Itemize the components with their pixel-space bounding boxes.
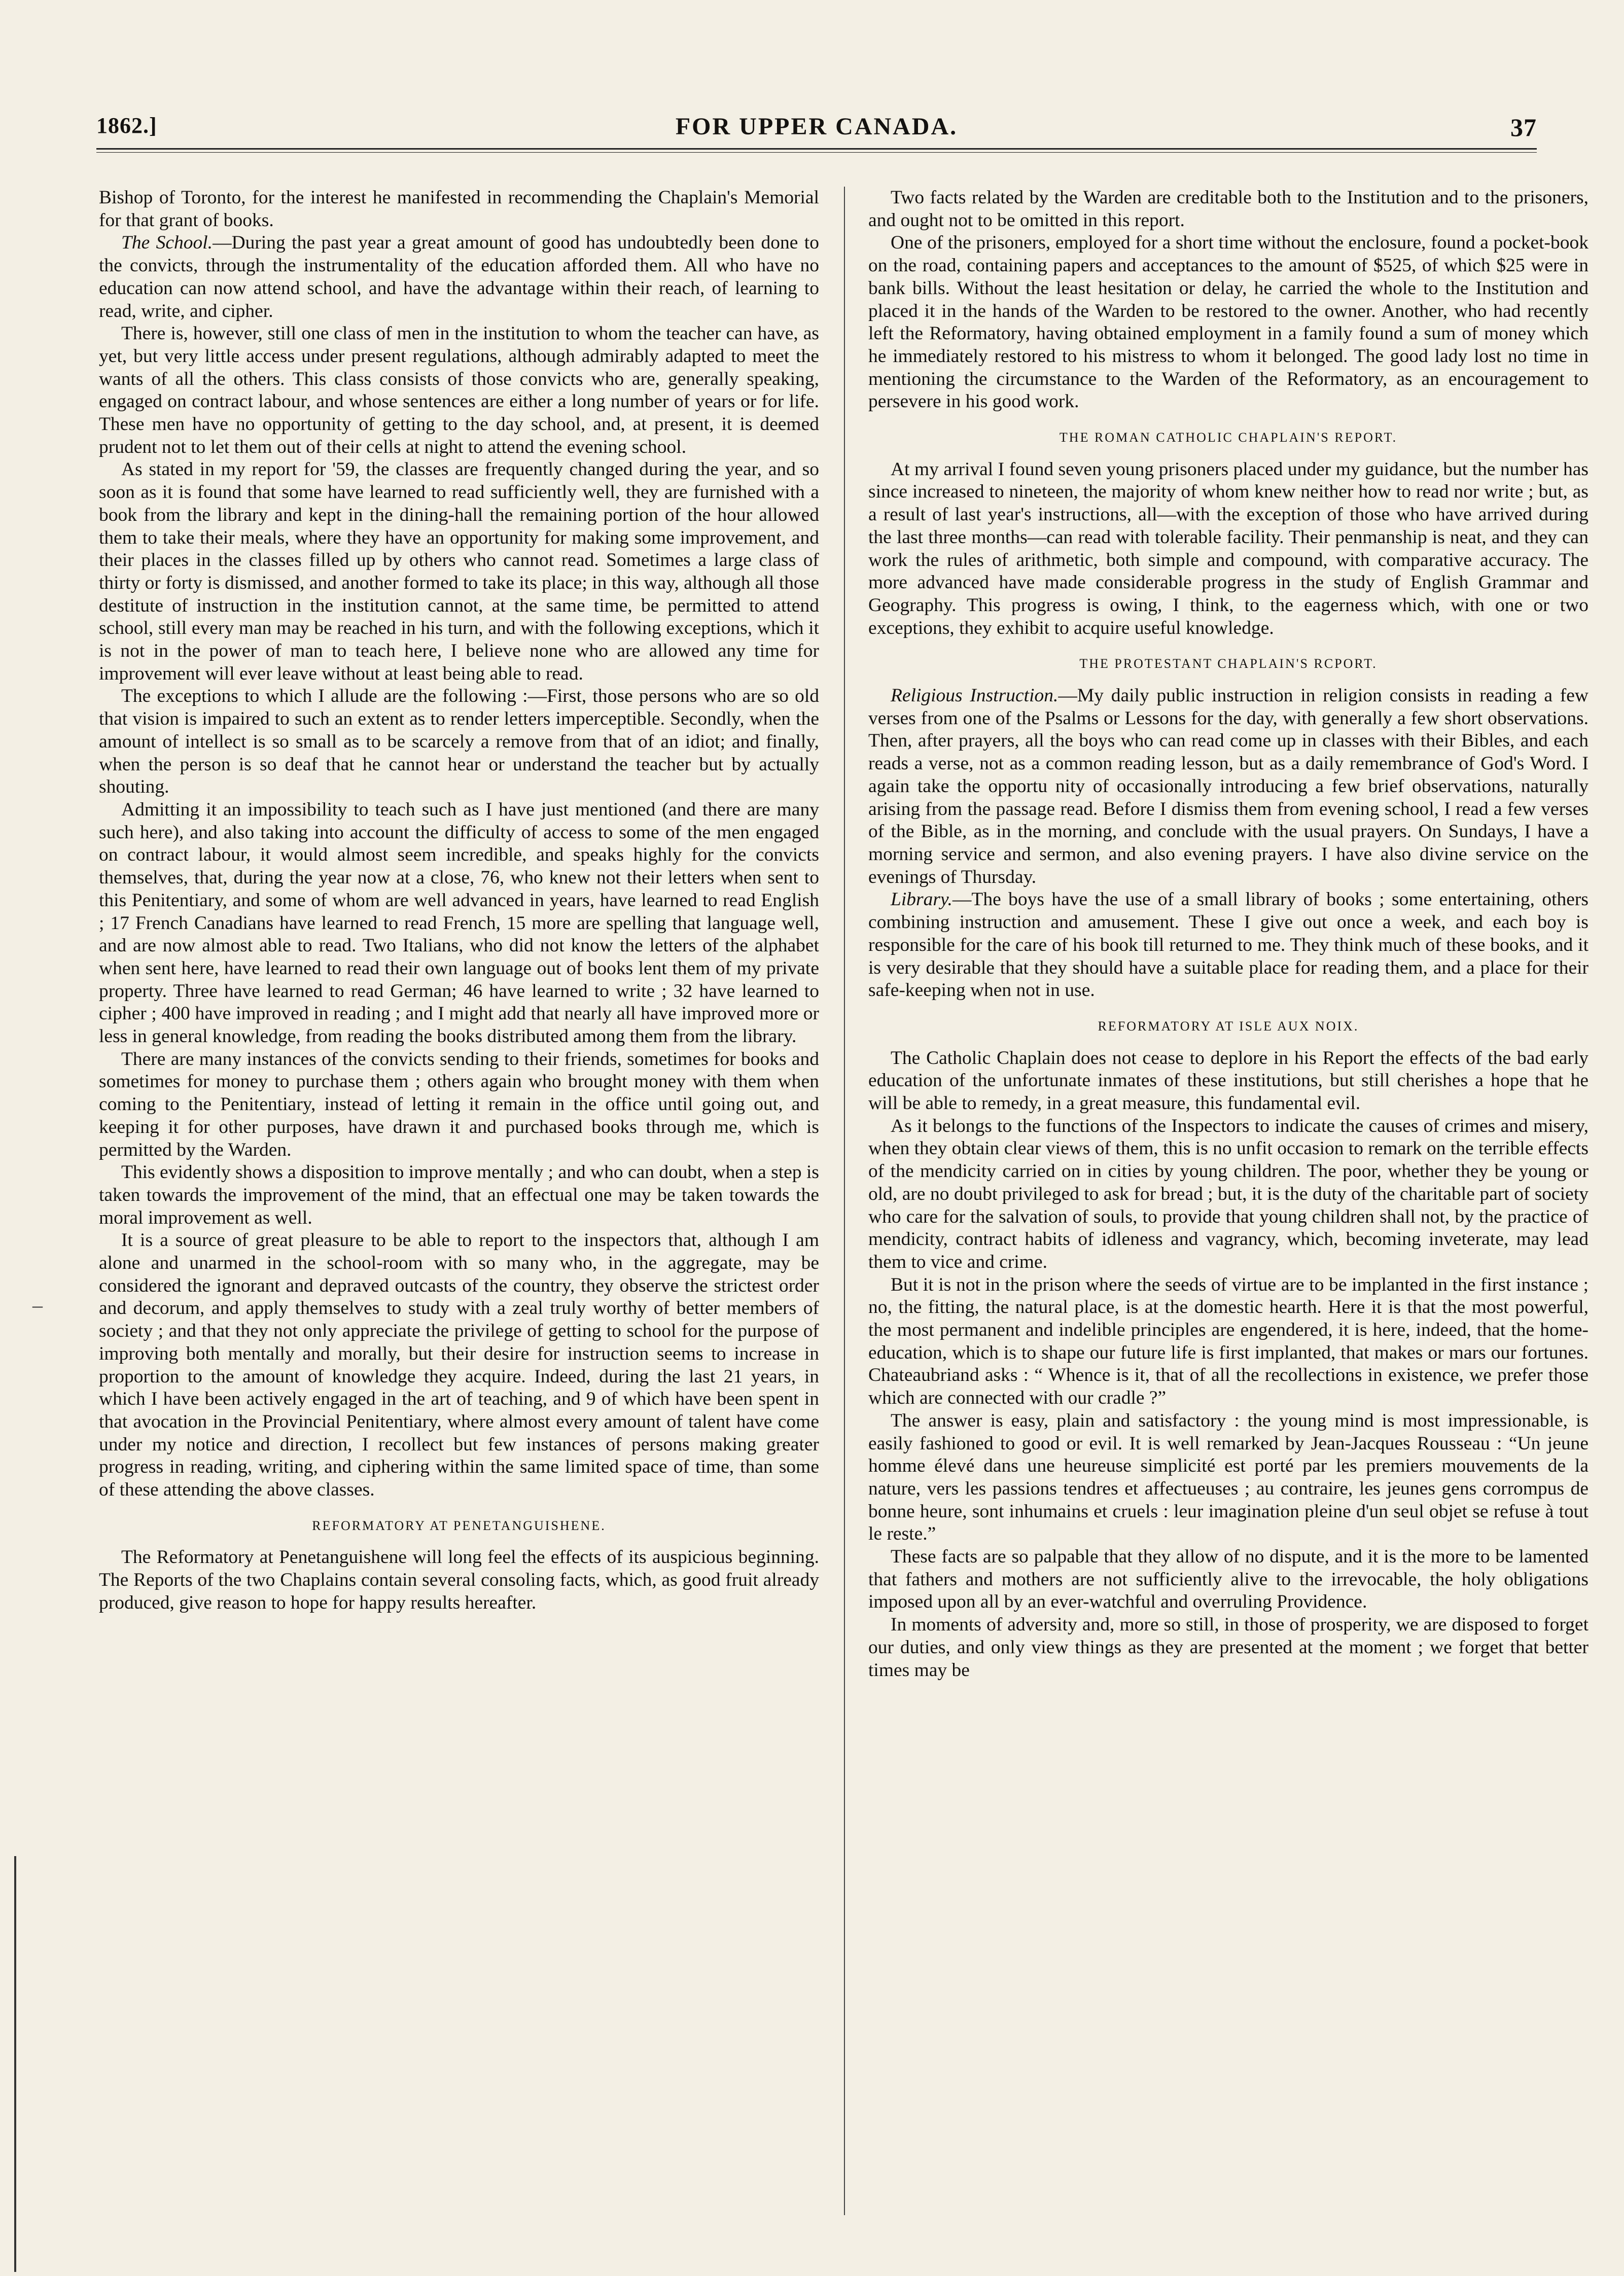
paragraph: At my arrival I found seven young prisoners placed under my guidance, but the number has since increased to nineteen, the majority of whom knew neither how to read nor write ; but, as a result of last year's instructions, all—with the exception of those who have arrived during the last three months—can read with tolerable facility. Their penmanship is neat, and they can work the rules of arithmetic, both simple and compound, with comparative accuracy. The more advanced have made considerable progress in the study of English Grammar and Geography. This progress is owing, I think, to the eagerness which, with one or two exceptions, they exhibit to acquire useful knowledge. <box>868 458 1588 638</box>
left-column <box>99 187 819 1615</box>
margin-dash-mark: – <box>32 1294 43 1317</box>
paragraph: As stated in my report for '59, the classes are frequently changed during the year, and so soon as it is found that some have learned to read sufficiently well, they are furnished with a book from the library and kept in the dining-hall the remaining portion of the hour allowed them to take their meals, where they have an opportunity for making some improvement, and their places in the classes filled up by others who cannot read. Sometimes a large class of thirty or forty is dismissed, and another formed to take its place; in this way, although all those destitute of instruction in the institution cannot, at the same time, be permitted to attend school, still every man may be reached in his turn, and with the following exceptions, which it is not in the power of man to teach here, I believe none who are allowed any time for improvement will ever leave without at least being able to read. <box>99 459 819 684</box>
paragraph: It is a source of great pleasure to be able to report to the inspectors that, although I am alone and unarmed in the school-room with so many who, in the aggregate, may be considered the ignorant and depraved outcasts of the country, they observe the strictest order and decorum, and apply themselves to study with a zeal truly worthy of better members of society ; and that they not only appreciate the privilege of getting to school for the purpose of improving both mentally and morally, but their desire for instruction seems to increase in proportion to the amount of knowledge they acquire. Indeed, during the last 21 years, in which I have been actively engaged in the art of teaching, and 9 of which have been spent in that avocation in the Provincial Penitentiary, where almost every amount of talent have come under my notice and direction, I recollect but few instances of persons making greater progress in reading, writing, and ciphering within the same limited space of time, than some of these attending the above classes. <box>99 1230 819 1501</box>
header-rule-thin <box>96 152 1537 153</box>
margin-binding-line <box>14 1856 16 2272</box>
paragraph: These facts are so palpable that they allow of no dispute, and it is the more to be lamented that fathers and mothers are not sufficiently alive to the irrevocable, the holy obligations imposed upon all by an ever-watchful and overruling Providence. <box>868 1546 1588 1613</box>
paragraph: The Reformatory at Penetanguishene will long feel the effects of its auspicious beginning. The Reports of the two Chaplains contain several consoling facts, which, as good fruit already produced, give reason to hope for happy results hereafter. <box>99 1547 819 1613</box>
paragraph-lead: The School. <box>121 232 213 254</box>
paragraph: The answer is easy, plain and satisfactory : the young mind is most impressionable, is easily fashioned to good or evil. It is well remarked by Jean-Jacques Rousseau : “Un jeune homme élevé dans une heureuse simplicité est porté par les premiers mouvements de la nature, vers les passions tendres et affectueuses ; au contraire, les jeunes gens corrompus de bonne heure, sont inhumains et cruels : leur imagination pleine d'un seul objet se refuse à tout le reste.” <box>868 1410 1588 1545</box>
paragraph: One of the prisoners, employed for a short time without the enclosure, found a pocket-book on the road, containing papers and acceptances to the amount of $525, of which $25 were in bank bills. Without the least hesitation or delay, he carried the whole to the Institution and placed it in the hands of the Warden to be restored to the owner. Another, who had recently left the Reformatory, having obtained employment in a family found a sum of money which he immediately restored to his mistress to whom it belonged. The good lady lost no time in mentioning the circumstance to the Warden of the Reformatory, as an encouragement to persevere in his good work. <box>868 232 1588 412</box>
paragraph: Two facts related by the Warden are creditable both to the Institution and to the prisoners, and ought not to be omitted in this report. <box>868 187 1588 231</box>
paragraph: There is, however, still one class of men in the institution to whom the teacher can have, as yet, but very little access under present regulations, although admirably adapted to meet the wants of all the others. This class consists of those convicts who are, generally speaking, engaged on contract labour, and whose sentences are either a long number of years or for life. These men have no opportunity of getting to the day school, and, at present, it is deemed prudent not to let them out of their cells at night to attend the evening school. <box>99 323 819 457</box>
paragraph <box>868 888 1588 1002</box>
header-rule <box>96 148 1537 150</box>
paragraph: As it belongs to the functions of the Inspectors to indicate the causes of crimes and misery, when they obtain clear views of them, this is no unfit occasion to remark on the terrible effects of the mendicity carried on in cities by young children. The poor, whether they be young or old, are no doubt privileged to ask for bread ; but, it is the duty of the charitable part of society who care for the salvation of souls, to provide that young children shall not, by the practice of mendicity, contract habits of idleness and vagrancy, which, becoming inveterate, may lead them to vice and crime. <box>868 1115 1588 1272</box>
section-heading: REFORMATORY AT ISLE AUX NOIX. <box>1098 1018 1359 1034</box>
paragraph: The Catholic Chaplain does not cease to deplore in his Report the effects of the bad early education of the unfortunate inmates of these institutions, but still cherishes a hope that he will be able to remedy, in a great measure, this fundamental evil. <box>868 1047 1588 1114</box>
paragraph <box>868 685 1588 888</box>
paragraph: This evidently shows a disposition to improve mentally ; and who can doubt, when a step is taken towards the improvement of the mind, that an effectual one may be taken towards the moral improvement as well. <box>99 1162 819 1228</box>
paragraph: There are many instances of the convicts sending to their friends, sometimes for books and sometimes for money to purchase them ; others again who brought money with them when coming to the Penitentiary, instead of letting it remain in the office until going out, and keeping it for other purposes, have drawn it and purchased books through me, which is permitted by the Warden. <box>99 1048 819 1160</box>
header-title: FOR UPPER CANADA. <box>675 113 958 140</box>
column-divider <box>844 187 845 2215</box>
right-column <box>868 187 1588 1682</box>
paragraph-lead: Library. <box>891 889 952 910</box>
section-heading: REFORMATORY AT PENETANGUISHENE. <box>312 1518 606 1533</box>
paragraph-lead: Religious Instruction. <box>891 685 1058 706</box>
paragraph-text: —The boys have the use of a small library of books ; some entertaining, others combining instruction and amusement. These I give out once a week, and each boy is responsible for the care of his book till returned to me. They think much of these books, and it is very desirable that they should have a suitable place for reading them, and a place for their safe-keeping when not in use. <box>868 889 1588 1001</box>
paragraph: The exceptions to which I allude are the following :—First, those persons who are so old that vision is impaired to such an extent as to render letters imperceptible. Secondly, when the amount of intellect is so small as to be scarcely a remove from that of an idiot; and finally, when the person is so deaf that he cannot hear or understand the teacher but by actually shouting. <box>99 686 819 798</box>
paragraph-text: —My daily public instruction in religion consists in reading a few verses from one of the Psalms or Lessons for the day, with generally a few short observations. Then, after prayers, all the boys who can read come up in classes with their Bibles, and each reads a verse, not as a common reading lesson, but as a daily remembrance of God's Word. I again take the opportu nity of occasionally introducing a few brief observations, naturally arising from the passage read. Before I dismiss them from evening school, I read a few verses of the Bible, as in the morning, and conclude with the usual prayers. On Sundays, I have a morning service and sermon, and also evening prayers. I have also divine service on the evenings of Thursday. <box>868 685 1588 887</box>
paragraph: Admitting it an impossibility to teach such as I have just mentioned (and there are many such here), and also taking into account the difficulty of access to some of the men engaged on contract labour, it would almost seem incredible, and speaks highly for the convicts themselves, that, during the year now at a close, 76, who knew not their letters when sent to this Penitentiary, and some of whom are well advanced in years, have learned to read English ; 17 French Canadians have learned to read French, 15 more are spelling that language well, and are now almost able to read. Two Italians, who did not know the letters of the alphabet when sent here, have learned to read their own language out of books lent them of my private property. Three have learned to read German; 46 have learned to write ; 32 have learned to cipher ; 400 have improved in reading ; and I might add that nearly all have improved more or less in general knowledge, from reading the books distributed among them from the library. <box>99 799 819 1047</box>
paragraph: But it is not in the prison where the seeds of virtue are to be implanted in the first instance ; no, the fitting, the natural place, is at the domestic hearth. Here it is that the most powerful, the most permanent and indelible principles are engendered, it is here, indeed, that the home-education, which is to shape our future life is first implanted, that makes or mars our fortunes. Chateaubriand asks : “ Whence is it, that of all the recollections in existence, we prefer those which are connected with our cradle ?” <box>868 1274 1588 1409</box>
section-heading: THE ROMAN CATHOLIC CHAPLAIN'S REPORT. <box>1059 430 1398 445</box>
page-header <box>96 113 1537 148</box>
header-year: 1862.] <box>96 113 157 138</box>
paragraph: Bishop of Toronto, for the interest he manifested in recommending the Chaplain's Memorial for that grant of books. <box>99 187 819 231</box>
paragraph: In moments of adversity and, more so still, in those of prosperity, we are disposed to forget our duties, and only view things as they are presented at the moment ; we forget that better times may be <box>868 1614 1588 1681</box>
paragraph <box>99 232 819 323</box>
paragraph-text: —During the past year a great amount of good has undoubtedly been done to the convicts, through the instrumentality of the education afforded them. All who have no education can now attend school, and have the advantage within their reach, of learning to read, write, and cipher. <box>99 232 819 322</box>
section-heading: THE PROTESTANT CHAPLAIN'S RCPORT. <box>1079 656 1378 671</box>
page-number: 37 <box>1510 113 1537 141</box>
